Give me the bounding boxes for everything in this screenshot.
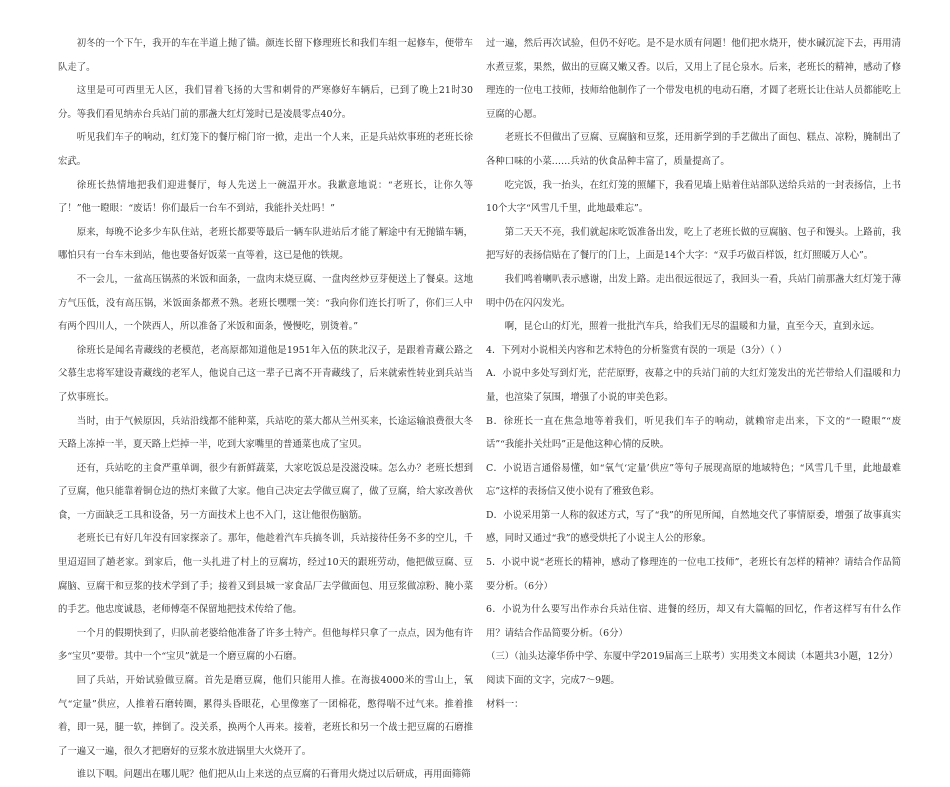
text-paragraph: 第二天天不亮，我们就起床吃饭准备出发，吃上了老班长做的豆腐脑、包子和馒头。上路前，我把写好的表扬信贴在了餐厅的门上，上面是14个大字：“双手巧做百样饭，红灯照暖万人心”。 [486,226,901,262]
text-paragraph: 老班长不但做出了豆腐、豆腐脑和豆浆，还用新学到的手艺做出了面包、糕点、凉粉，腌制出了各种口味的小菜……兵站的伙食品种丰富了，质量提高了。 [486,132,901,167]
text-paragraph: 材料一： [486,698,524,710]
story-paragraph: 一个月的假期快到了，归队前老婆给他准备了许多土特产。但他每样只拿了一点点，因为他有许多“宝贝”要带。其中一个“宝贝”就是一个磨豆腐的小石磨。 [58,627,473,663]
text-paragraph: 过一遍，然后再次试验，但仍不好吃。是不是水质有问题！他们把水烧开，使水碱沉淀下去，再用清水煮豆浆，果然，做出的豆腐又嫩又香。以后，又用上了昆仑泉水。后来，老班长的精神，感动了修理连的一位电工技师，技师给他制作了一个带发电机的电动石磨，才圆了老班长让住站人员都能吃上豆腐的心愿。 [486,38,901,120]
text-paragraph: B．徐班长一直在焦急地等着我们，听见我们车子的响动，就赖帘走出来，下文的“一瞪眼”“废话”“我能扑关灶吗”正是他这种心情的反映。 [486,415,901,451]
story-paragraph: 听见我们车子的响动，红灯笼下的餐厅棉门帘一掀，走出一个人来，正是兵站炊事班的老班长徐宏武。 [58,132,473,167]
left-column [58,32,473,787]
text-paragraph: C．小说语言通俗易懂，如“氧气‘定量’供应”等句子展现高原的地域特色；“风雪几千里，此地最难忘”这样的表扬信又使小说有了雅致色彩。 [486,462,901,498]
text-paragraph: 4．下列对小说相关内容和艺术特色的分析鉴赏有误的一项是（3分）（ ） [486,344,787,356]
story-paragraph: 这里是可可西里无人区，我们冒着飞扬的大雪和刺骨的严寒修好车辆后，已到了晚上21时30分。等我们看见纳赤台兵站门前的那盏大红灯笼时已是凌晨零点40分。 [58,85,473,120]
story-paragraph: 初冬的一个下午，我开的车在半道上抛了锚。颜连长留下修理班长和我们车组一起修车，便带车队走了。 [58,38,473,73]
text-paragraph: A．小说中多处写到灯光，茫茫原野，夜幕之中的兵站门前的大红灯笼发出的光芒带给人们温暖和力量，也渲染了氛围，增强了小说的审美色彩。 [486,368,901,403]
story-paragraph: 当时，由于气候原因，兵站沿线都不能种菜，兵站吃的菜大都从兰州买来，长途运输浪费很大冬天路上冻掉一半，夏天路上烂掉一半，吃到大家嘴里的普通菜也成了宝贝。 [58,415,473,451]
text-paragraph: D．小说采用第一人称的叙述方式，写了“我”的所见所闻，自然地交代了事情原委，增强了故事真实感，同时又通过“我”的感受烘托了小说主人公的形象。 [486,509,901,545]
text-paragraph: 6．小说为什么要写出作赤台兵站住宿、进餐的经历，却又有大篇幅的回忆，作者这样写有什么作用？请结合作品简要分析。（6分） [486,604,901,639]
right-column [486,32,901,716]
text-paragraph: 阅读下面的文字，完成7～9题。 [486,675,620,687]
story-paragraph: 回了兵站，开始试验做豆腐。首先是磨豆腐，他们只能用人推。在海拔4000米的雪山上，氧气“定量”供应，人推着石磨转圈，累得头昏眼花，心里像塞了一团棉花，憋得喘不过气来。推着推着，即一晃，腿一软，摔倒了。没关系，换两个人再来。接着，老班长和另一个战士把豆腐的石磨推了一遍又一遍，很久才把磨好的豆浆水放进锅里大火烧开了。 [58,675,473,757]
text-paragraph: 啊，昆仑山的灯光，照着一批批汽车兵，给我们无尽的温暖和力量，直至今天，直到永远。 [504,321,880,333]
story-paragraph: 原来，每晚不论多少车队住站，老班长都要等最后一辆车队进站后才能了解途中有无抛锚车辆，哪怕只有一台车未到站，他也要备好饭菜一直等着，这已是他的铁规。 [58,226,473,262]
story-paragraph: 徐班长热情地把我们迎进餐厅，每人先送上一碗温开水。我歉意地说：“老班长，让你久等了！”他一瞪眼：“废话！你们最后一台车不到站，我能扑关灶吗！” [58,179,473,215]
story-paragraph: 老班长已有好几年没有回家探亲了。那年，他趁着汽车兵搞冬训，兵站接待任务不多的空儿，千里迢迢回了趟老家。到家后，他一头扎进了村上的豆腐坊，经过10天的跟班劳动，他把做豆腐、豆腐脑、豆腐干和豆浆的技术学到了手；接着又到县城一家食品厂去学做面包、用豆浆做凉粉、腌小菜的手艺。他忠度诚恳，老师傅毫不保留地把技术传给了他。 [58,533,473,616]
text-paragraph: 吃完饭，我一抬头，在红灯笼的照耀下，我看见墙上贴着住站部队送给兵站的一封表扬信，上书10个大字“风雪几千里，此地最难忘”。 [486,179,901,215]
story-paragraph: 徐班长是闻名青藏线的老模范，老高原都知道他是1951年入伍的陕北汉子，是跟着青藏公路之父慕生忠将军建设青藏线的老军人，他说自己这一辈子已离不开青藏线了，后来就索性转业到兵站当了炊事班长。 [58,344,473,403]
story-paragraph: 还有，兵站吃的主食严重单调，很少有新鲜蔬菜，大家吃饭总是没滋没味。怎么办？老班长想到了豆腐，他只能靠着铜仓边的热灯来做了大家。他自己决定去学做豆腐了，做了豆腐，给大家改善伙食，一方面缺乏工具和设备，另一方面技术上也不入门，这让他很伤脑筋。 [58,462,473,521]
text-paragraph: 5．小说中说“老班长的精神，感动了修理连的一位电工技师”，老班长有怎样的精神？请结合作品简要分析。（6分） [486,557,901,592]
text-paragraph: （三）（汕头达濠华侨中学、东厦中学2019届高三上联考）实用类文本阅读（本题共3小题，12分） [486,651,899,663]
story-paragraph: 谁以下咽。问题出在哪儿呢？他们把从山上来送的点豆腐的石膏用火烧过以后研成，再用面筛筛 [76,769,471,781]
story-paragraph: 不一会儿，一盆高压锅蒸的米饭和面条，一盘肉末烧豆腐、一盘肉丝炒豆芽便送上了餐桌。这地方气压低，没有高压锅，米饭面条都煮不熟。老班长嘿嘿一笑：“我向你们连长打听了，你们三人中有两个四川人，一个陕西人，所以准备了米饭和面条，慢慢吃，别烫着。” [58,273,473,333]
text-paragraph: 我们鸣着喇叭表示感谢，出发上路。走出很远很远了，我回头一看，兵站门前那盏大红灯笼于薄明中仍在闪闪发光。 [486,273,901,309]
